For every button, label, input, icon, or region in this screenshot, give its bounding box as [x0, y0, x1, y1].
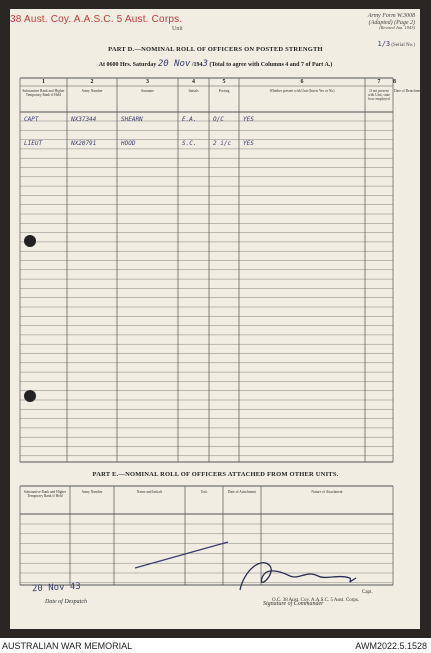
part-d-col-header: Posting — [218, 89, 230, 93]
part-d-cell-rank: LIEUT — [24, 140, 43, 147]
year-prefix: /194 — [191, 62, 203, 68]
part-d-col-number: 3 — [146, 79, 149, 85]
part-d-col-header: Substantive Rank and Higher Temporary Rank if Held — [22, 89, 65, 98]
despatch-label: Date of Despatch — [45, 599, 87, 605]
part-d-cell-initials: S.C. — [182, 140, 197, 147]
form-sheet — [10, 9, 420, 629]
part-d-cell-number: NX37344 — [71, 116, 97, 123]
punch-hole-top — [24, 235, 36, 247]
part-d-cell-present: YES — [243, 140, 254, 147]
part-d-col-number: 5 — [222, 79, 226, 85]
part-e-col-header: Nature of Attachment — [311, 490, 343, 494]
part-d-cell-rank: CAPT — [24, 116, 39, 123]
part-d-col-header: Date of Detachment — [394, 89, 423, 93]
part-d-col-header: Army Number — [81, 89, 103, 93]
part-d-cell-surname: HOOD — [121, 140, 136, 147]
date-prefix: At 0600 Hrs. Saturday — [98, 62, 157, 68]
credit-right: AWM2022.5.1528 — [355, 641, 427, 651]
form-ref-line-2: (Adapted) (Page 2) — [368, 19, 415, 26]
part-d-col-header: If not present with Unit, state how employed — [367, 89, 391, 102]
part-e-col-header: Unit — [200, 490, 208, 494]
part-d-cell-initials: E.A. — [182, 116, 197, 123]
signature-label: Signature of Commander — [263, 601, 324, 607]
unit-label: Unit — [172, 26, 183, 32]
part-d-cell-surname: SHEARN — [121, 116, 143, 123]
part-d-col-header: Surname — [141, 89, 154, 93]
part-e-col-header: Substantive Rank and Higher Temporary Rank if Held — [23, 490, 67, 499]
form-reference — [368, 13, 415, 31]
despatch-date: 20 Nov 43 — [31, 581, 82, 595]
part-e-col-header: Date of Attachment — [227, 490, 257, 494]
part-d-col-number: 2 — [90, 79, 94, 85]
year-value: 3 — [202, 59, 208, 69]
serial-label: (Serial No.) — [391, 43, 415, 48]
credit-left: AUSTRALIAN WAR MEMORIAL — [2, 641, 133, 651]
part-e-col-header: Name and Initials — [136, 490, 163, 494]
oc-line: O.C. 38 Aust. Coy. A.A.S.C. 5 Aust. Corps. — [272, 598, 360, 603]
part-d-col-header: Initials — [188, 89, 199, 93]
part-d-cell-number: NX20791 — [71, 140, 97, 147]
part-d-title: PART D.—NOMINAL ROLL OF OFFICERS ON POSTED STRENGTH — [108, 46, 323, 53]
part-d-col-number: 4 — [192, 79, 195, 85]
part-d-date-line — [0, 59, 431, 69]
serial-value: 1/3 — [377, 40, 391, 48]
part-e-col-header: Army Number — [81, 490, 103, 494]
punch-hole-bottom — [24, 390, 36, 402]
date-value: 20 Nov — [157, 59, 191, 69]
part-d-cell-posting: 2 i/c — [213, 140, 232, 147]
part-d-cell-posting: O/C — [213, 116, 224, 123]
part-d-cell-present: YES — [243, 116, 254, 123]
unit-stamp: 38 Aust. Coy. A.A.S.C. 5 Aust. Corps. — [10, 14, 183, 25]
form-ref-line-3: (Revised Jan. 1943) — [379, 25, 415, 31]
part-d-col-number: 6 — [300, 79, 304, 85]
form-ref-line-1: Army Form W.3008 — [367, 13, 415, 19]
part-d-col-number: 1 — [42, 79, 45, 85]
date-suffix: (Total to agree with Columns 4 and 7 of Part A.) — [209, 62, 333, 68]
part-e-title: PART E.—NOMINAL ROLL OF OFFICERS ATTACHED FROM OTHER UNITS. — [92, 471, 339, 478]
part-d-col-header: Whether present with Unit (Insert Yes or No) — [269, 89, 335, 93]
rank-label: Capt. — [362, 590, 373, 595]
part-d-col-number: 7 — [377, 79, 381, 85]
